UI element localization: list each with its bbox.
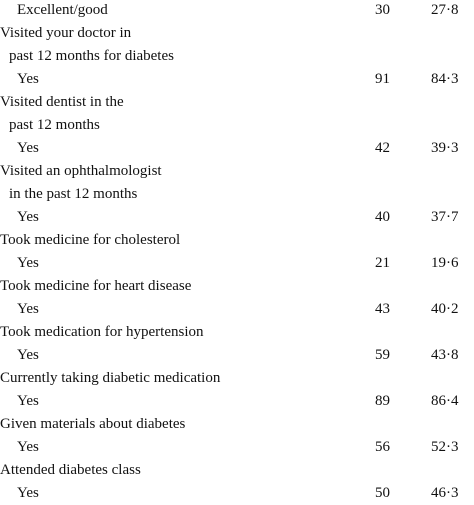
percent-value: 84·3 — [431, 71, 459, 87]
count-value: 40 — [375, 209, 390, 225]
row-label: Attended diabetes class — [0, 462, 141, 478]
row-label: Took medication for hypertension — [0, 324, 204, 340]
count-value: 59 — [375, 347, 390, 363]
table-row — [0, 160, 474, 183]
count-value: 50 — [375, 485, 390, 501]
table-row — [0, 482, 474, 505]
table-row — [0, 45, 474, 68]
count-value: 21 — [375, 255, 390, 271]
percent-value: 52·3 — [431, 439, 459, 455]
table-row — [0, 114, 474, 137]
row-label: Yes — [17, 209, 39, 225]
percent-value: 43·8 — [431, 347, 459, 363]
percent-value: 37·7 — [431, 209, 459, 225]
row-label: Yes — [17, 347, 39, 363]
percent-value: 19·6 — [431, 255, 459, 271]
percent-value: 39·3 — [431, 140, 459, 156]
count-value: 30 — [375, 2, 390, 18]
table-row — [0, 68, 474, 91]
row-label: Excellent/good — [17, 2, 108, 18]
table-row — [0, 275, 474, 298]
row-label: Yes — [17, 140, 39, 156]
row-label: Visited your doctor in — [0, 25, 132, 41]
table-row — [0, 321, 474, 344]
table-row — [0, 229, 474, 252]
row-label-continued: past 12 months — [9, 117, 100, 133]
row-label: Yes — [17, 301, 39, 317]
count-value: 89 — [375, 393, 390, 409]
row-label: Took medicine for cholesterol — [0, 232, 181, 248]
table-row — [0, 206, 474, 229]
table-row — [0, 344, 474, 367]
table-row — [0, 367, 474, 390]
count-value: 42 — [375, 140, 390, 156]
row-label-continued: in the past 12 months — [9, 186, 138, 202]
row-label: Given materials about diabetes — [0, 416, 186, 432]
percent-value: 40·2 — [431, 301, 459, 317]
count-value: 43 — [375, 301, 390, 317]
row-label: Visited dentist in the — [0, 94, 124, 110]
row-label: Yes — [17, 439, 39, 455]
table-row — [0, 436, 474, 459]
percent-value: 27·8 — [431, 2, 459, 18]
table-row — [0, 298, 474, 321]
row-label: Currently taking diabetic medication — [0, 370, 221, 386]
percent-value: 86·4 — [431, 393, 459, 409]
table-row — [0, 459, 474, 482]
row-label: Yes — [17, 393, 39, 409]
table-row — [0, 22, 474, 45]
table-row — [0, 137, 474, 160]
row-label-continued: past 12 months for diabetes — [9, 48, 174, 64]
table-row — [0, 390, 474, 413]
count-value: 56 — [375, 439, 390, 455]
row-label: Yes — [17, 255, 39, 271]
count-value: 91 — [375, 71, 390, 87]
percent-value: 46·3 — [431, 485, 459, 501]
table-row — [0, 252, 474, 275]
row-label: Took medicine for heart disease — [0, 278, 192, 294]
table-row — [0, 91, 474, 114]
row-label: Yes — [17, 485, 39, 501]
row-label: Yes — [17, 71, 39, 87]
table-row — [0, 413, 474, 436]
table-row — [0, 0, 474, 22]
row-label: Visited an ophthalmologist — [0, 163, 162, 179]
table-row — [0, 183, 474, 206]
